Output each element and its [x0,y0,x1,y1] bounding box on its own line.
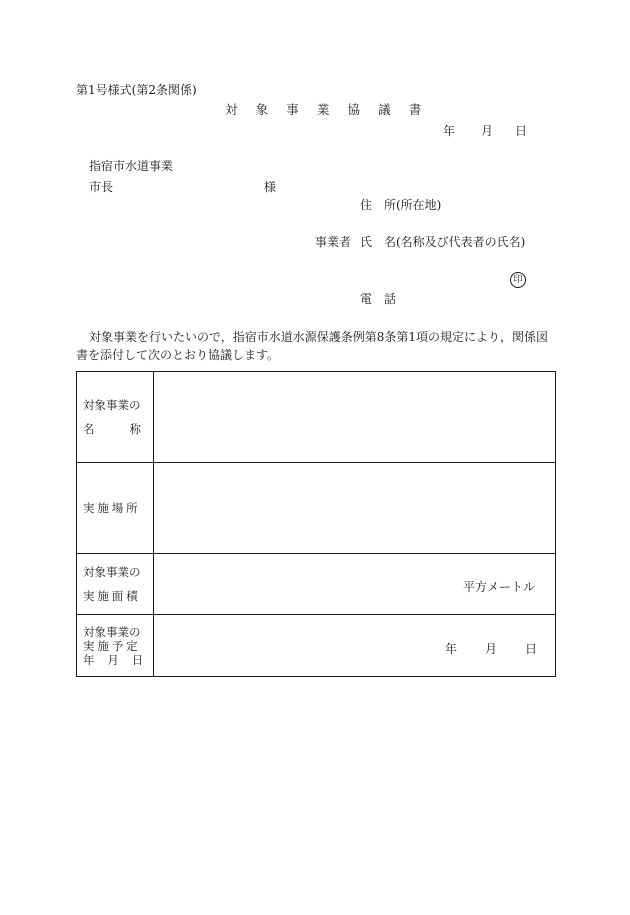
honorific-sama: 様 [264,180,277,194]
date-month: 月 [481,124,494,138]
table-row-area [77,554,556,615]
table-row-schedule [77,615,556,677]
addressee-title: 市長 [89,180,114,194]
schedule-date [445,640,537,657]
business-label: 事業者 [315,235,352,249]
label-project-name [77,372,154,463]
field-location[interactable] [154,463,556,554]
label-line: 実施予定 [83,638,141,653]
seal-mark: 印 [510,272,526,288]
consultation-table [76,371,556,677]
form-number: 第1号様式(第2条関係) [76,83,197,97]
label-location [77,463,154,554]
schedule-year: 年 [444,642,457,656]
addressee-org: 指宿市水道事業 [89,159,174,173]
body-text: 対象事業を行いたいので，指宿市水道水源保護条例第8条第1項の規定により，関係図書を添付して次のとおり協議します。 [76,330,549,362]
schedule-month: 月 [484,642,497,656]
address-label: 住 所(所在地) [360,198,442,212]
table-row-project-name [77,372,556,463]
label-area [77,554,154,615]
body-paragraph [76,328,556,364]
label-line: 対象事業の [83,398,141,412]
area-unit: 平方メートル [462,580,535,594]
phone-label: 電 話 [360,292,397,306]
date-year: 年 [443,124,456,138]
label-line: 実施場所 [83,501,141,515]
document-title: 対象事業協議書 [225,102,440,117]
label-line: 年 月 日 [83,652,148,667]
label-line: 対象事業の [83,565,141,579]
field-project-name[interactable] [154,372,556,463]
label-line: 対象事業の [83,624,141,639]
label-char: 名 [83,422,95,436]
date-day: 日 [515,124,528,138]
label-schedule [77,615,154,677]
field-area[interactable] [154,554,556,615]
label-char: 称 [129,422,141,436]
label-line: 実施面積 [83,589,141,603]
table-row-location [77,463,556,554]
field-schedule[interactable] [154,615,556,677]
schedule-day: 日 [524,642,537,656]
label-line-justified [83,417,141,441]
name-label: 氏 名(名称及び代表者の氏名) [360,235,526,249]
